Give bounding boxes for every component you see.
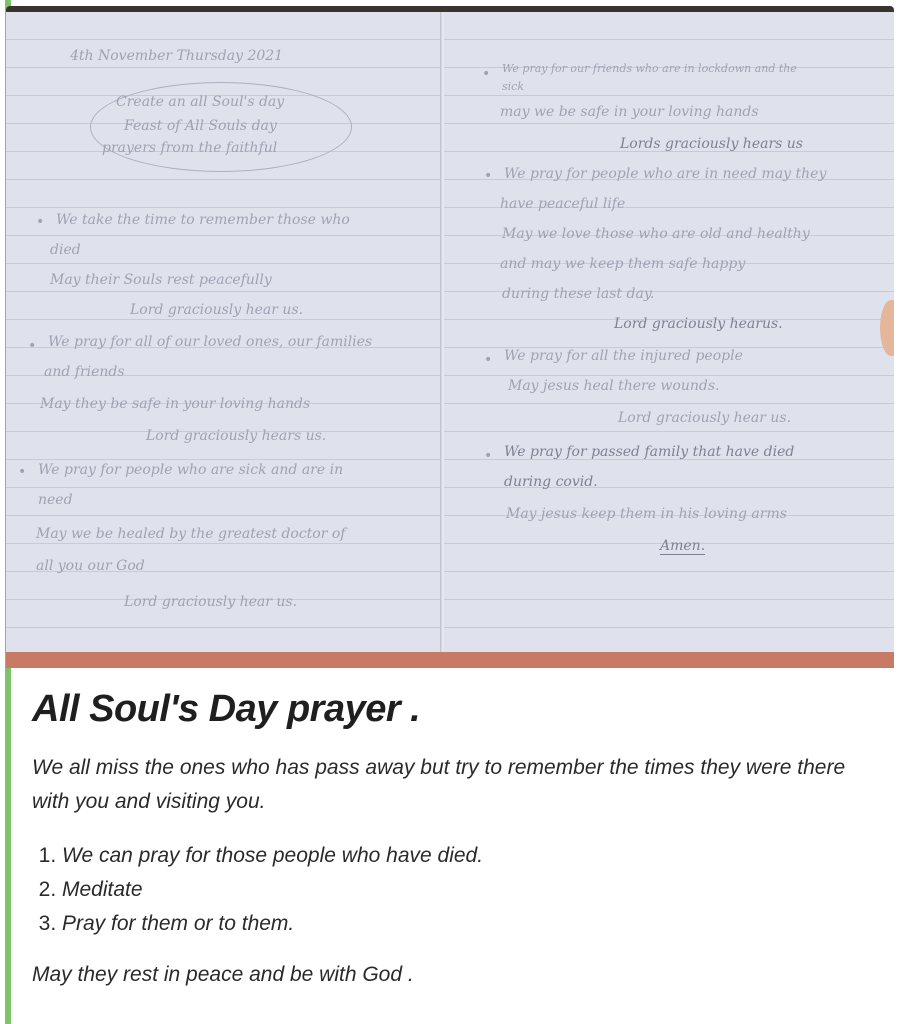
post-title: All Soul's Day prayer . <box>32 688 421 730</box>
list-item <box>62 839 872 873</box>
handwritten-line: We pray for passed family that have died <box>504 444 795 460</box>
list-item <box>62 907 872 941</box>
oval-line: prayers from the faithful <box>102 140 278 156</box>
handwritten-line: May jesus heal there wounds. <box>508 378 720 394</box>
bullet-dot: • <box>484 448 493 464</box>
oval-line: Feast of All Souls day <box>124 118 277 134</box>
handwritten-line: We pray for people who are sick and are in <box>38 462 344 478</box>
handwritten-line: Lords graciously hears us <box>620 136 803 152</box>
handwritten-line: have peaceful life <box>500 196 626 212</box>
notebook-left-page <box>6 12 442 668</box>
handwritten-line: Lord graciously hear us. <box>130 302 304 318</box>
handwritten-line: We pray for all of our loved ones, our families <box>48 334 373 350</box>
post-content <box>32 688 872 987</box>
handwritten-line: Lord graciously hears us. <box>146 428 327 444</box>
list-item-text: Meditate <box>62 878 143 901</box>
handwritten-line: May we be healed by the greatest doctor of <box>36 526 346 542</box>
notebook-cover-edge <box>6 652 894 668</box>
post-closing: May they rest in peace and be with God . <box>32 963 414 986</box>
handwritten-line: We pray for people who are in need may they <box>504 166 827 182</box>
list-item-text: We can pray for those people who have died. <box>62 844 484 867</box>
handwritten-line: all you our God <box>36 558 145 574</box>
bullet-dot: • <box>36 214 45 230</box>
bullet-dot: • <box>18 464 27 480</box>
bullet-dot: • <box>28 338 37 354</box>
bullet-dot: • <box>484 352 493 368</box>
bullet-dot: • <box>484 168 493 184</box>
post-intro: We all miss the ones who has pass away but try to remember the times they were there with you and visiting you. <box>32 756 846 813</box>
handwritten-line: sick <box>502 80 524 93</box>
handwritten-line: May their Souls rest peacefully <box>50 272 272 288</box>
handwritten-line: during covid. <box>504 474 598 490</box>
list-item-text: Pray for them or to them. <box>62 912 295 935</box>
handwritten-line: We take the time to remember those who <box>56 212 350 228</box>
list-item <box>62 873 872 907</box>
handwritten-line: We pray for our friends who are in lockdown and the <box>502 62 797 75</box>
handwritten-line: may we be safe in your loving hands <box>500 104 759 120</box>
prayer-steps-list <box>32 839 872 941</box>
handwritten-line: We pray for all the injured people <box>504 348 743 364</box>
handwritten-line: Lord graciously hearus. <box>614 316 783 332</box>
handwritten-line: May we love those who are old and healthy <box>502 226 810 242</box>
handwritten-date: 4th November Thursday 2021 <box>70 48 284 64</box>
notebook-right-page <box>444 12 894 668</box>
handwritten-line: died <box>50 242 81 258</box>
oval-line: Create an all Soul's day <box>116 94 285 110</box>
handwritten-line: during these last day. <box>502 286 655 302</box>
handwritten-line: May they be safe in your loving hands <box>40 396 311 412</box>
handwritten-line: May jesus keep them in his loving arms <box>506 506 787 522</box>
handwritten-line: and may we keep them safe happy <box>500 256 746 272</box>
handwritten-line: need <box>38 492 73 508</box>
notebook-photo[interactable] <box>6 6 894 668</box>
handwritten-amen: Amen. <box>660 538 706 554</box>
handwritten-line: and friends <box>44 364 125 380</box>
handwritten-line: Lord graciously hear us. <box>618 410 792 426</box>
handwritten-line: Lord graciously hear us. <box>124 594 298 610</box>
bullet-dot: • <box>482 66 491 82</box>
hand-holding-notebook <box>880 300 894 356</box>
